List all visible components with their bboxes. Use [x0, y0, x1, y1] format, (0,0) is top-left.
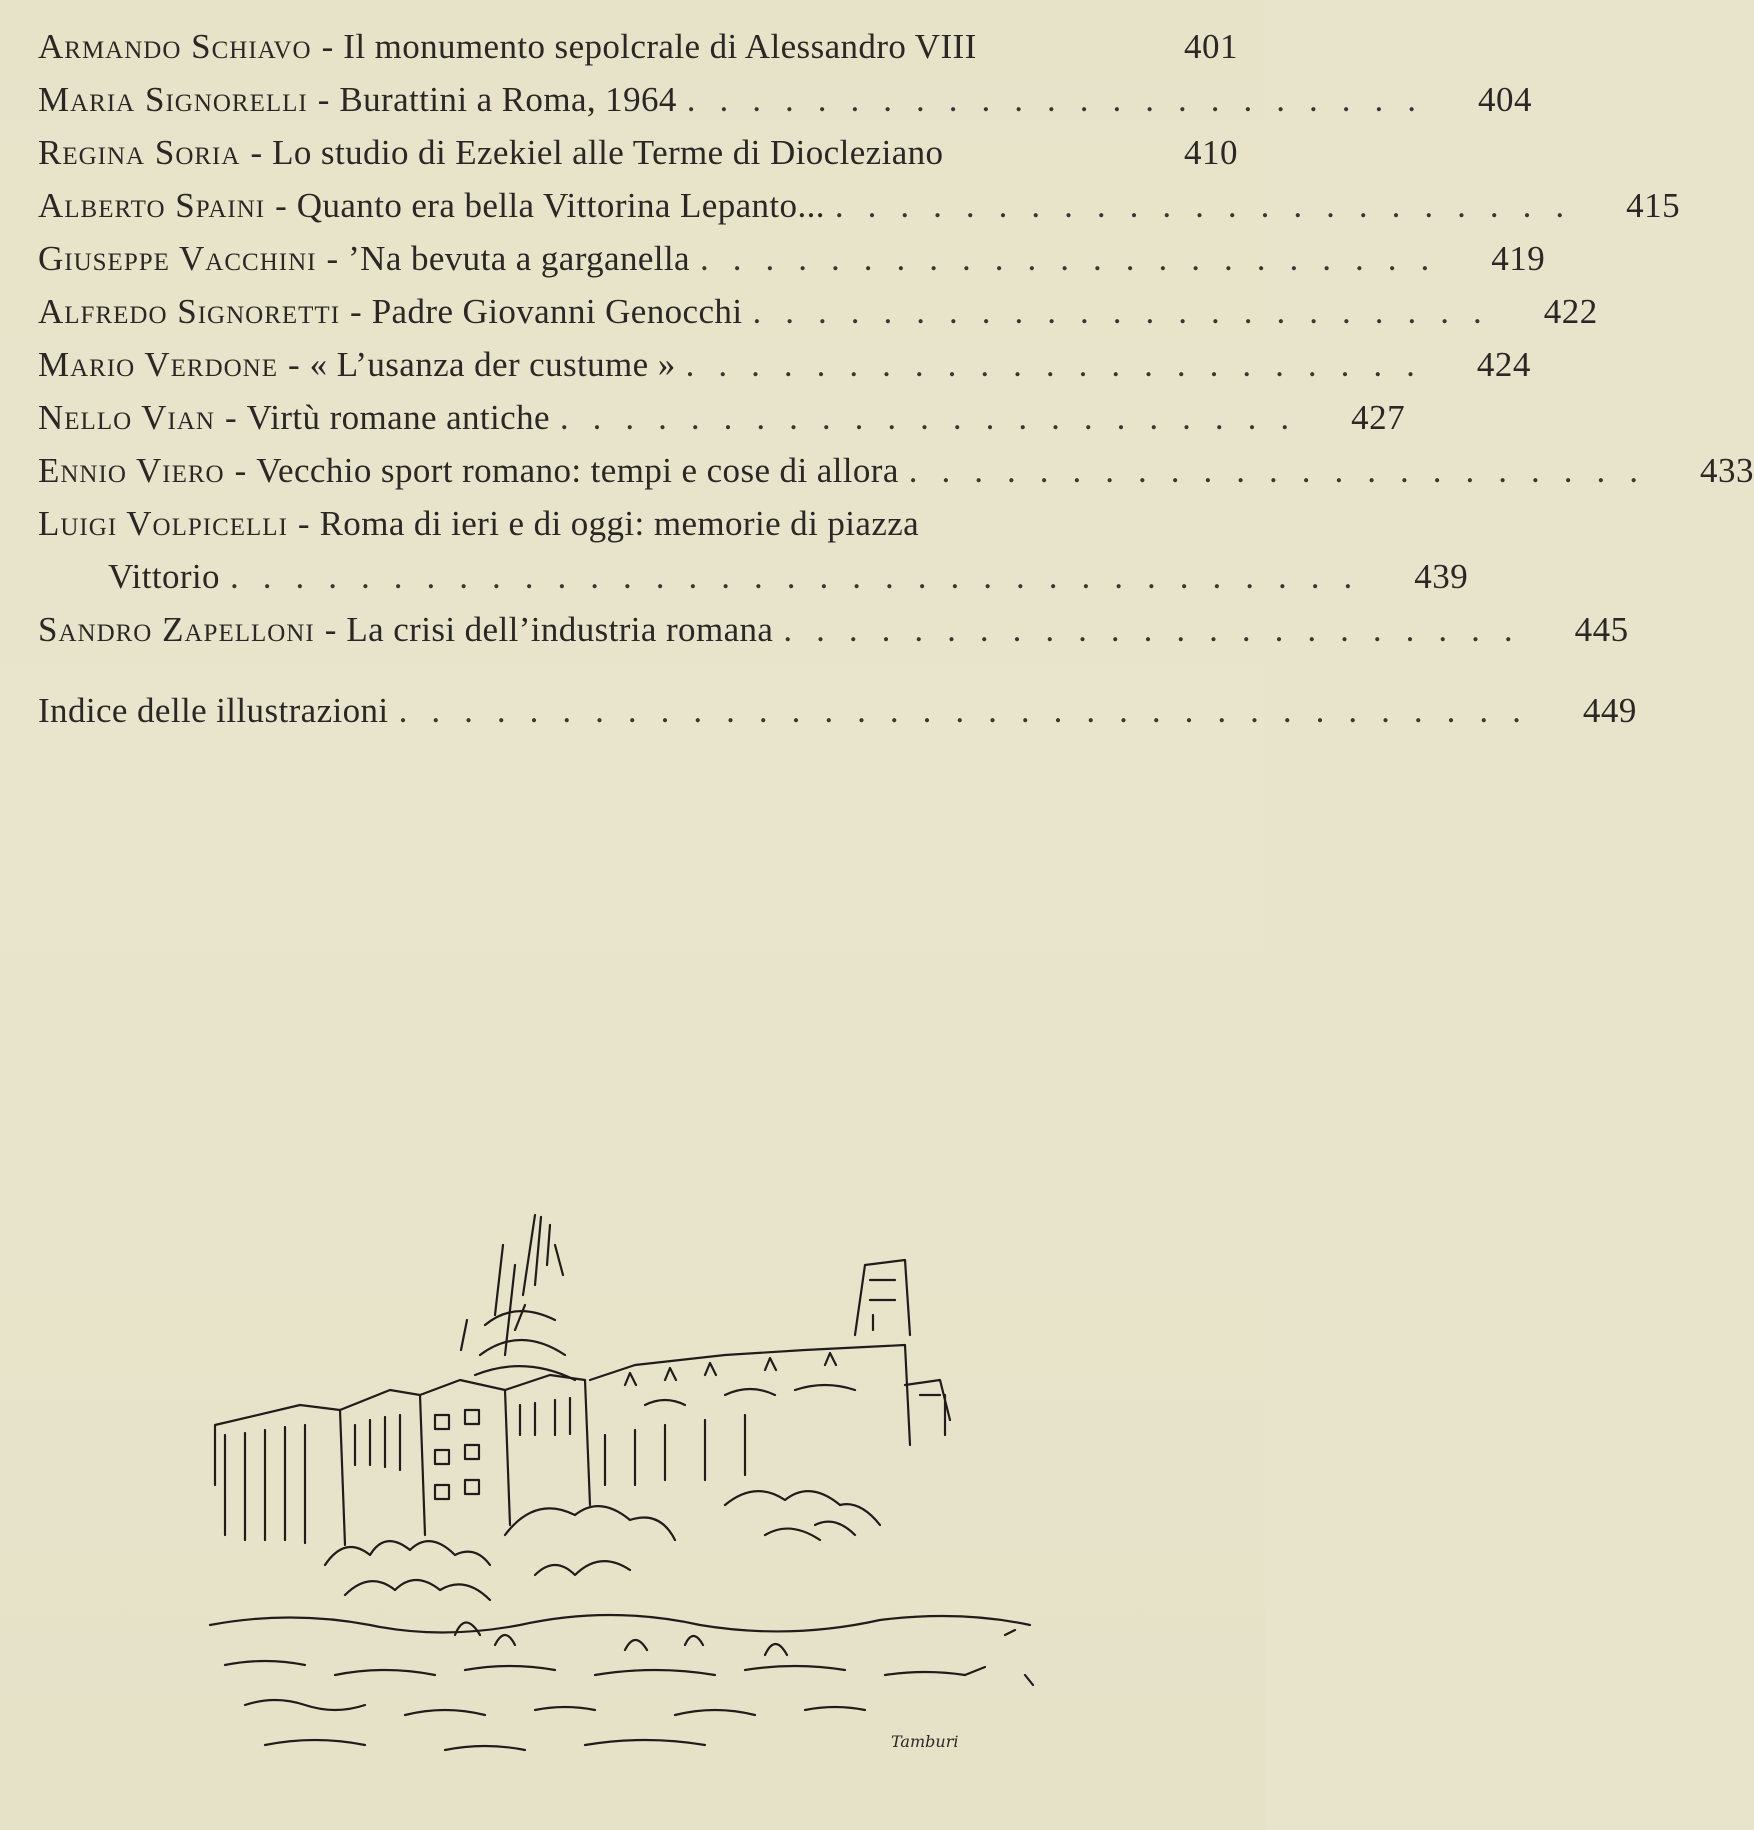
vegetation-sketch [325, 1491, 880, 1600]
toc-author: Regina Soria [38, 133, 241, 172]
toc-entry [38, 232, 1546, 285]
toc-title: Lo studio di Ezekiel alle Terme di Diocleziano [272, 133, 944, 172]
toc-author: Ennio Viero [38, 451, 225, 490]
toc-page-number: 433 [1700, 451, 1754, 490]
toc-author: Maria Signorelli [38, 80, 308, 119]
toc-separator: - [350, 292, 362, 331]
dot-leader: ................................... [398, 691, 1545, 730]
toc-separator: - [234, 451, 247, 490]
toc-page-number: 445 [1574, 610, 1629, 649]
toc-title: Il monumento sepolcrale di Alessandro VIII [343, 27, 977, 66]
dot-leader: ....................... [908, 451, 1663, 490]
toc-entry [38, 179, 1681, 232]
toc-author: Armando Schiavo [38, 27, 312, 66]
toc-author: Nello Vian [38, 398, 215, 437]
toc-title: La crisi dell’industria romana [346, 610, 774, 649]
toc-title: ’Na bevuta a garganella [348, 239, 690, 278]
toc-entry [38, 444, 1754, 497]
toc-entry [38, 126, 1238, 179]
toc-entry [38, 20, 1238, 73]
toc-page-number: 404 [1478, 80, 1533, 119]
dot-leader: ....................... [559, 398, 1314, 437]
toc-separator: - [324, 610, 337, 649]
toc-title: Virtù romane antiche [246, 398, 550, 437]
toc-page-number: 419 [1491, 239, 1546, 278]
toc-title: Burattini a Roma, 1964 [339, 80, 677, 119]
toc-entry [38, 73, 1533, 126]
toc-separator: - [224, 398, 237, 437]
toc-separator: - [250, 133, 263, 172]
dot-leader: ....................... [834, 186, 1589, 225]
dot-leader: ....................... [686, 80, 1441, 119]
toc-entry [38, 285, 1598, 338]
toc-separator: - [321, 27, 334, 66]
toc-index-entry [38, 684, 1637, 737]
toc-entry-continuation [38, 550, 1469, 603]
toc-page-number: 415 [1626, 186, 1681, 225]
toc-author: Mario Verdone [38, 345, 279, 384]
toc-page-number: 401 [1184, 27, 1238, 66]
toc-entry [38, 497, 1238, 550]
index-page-number: 449 [1582, 691, 1637, 730]
toc-separator: - [317, 80, 330, 119]
toc-entry [38, 338, 1531, 391]
toc-title-continuation: Vittorio [108, 557, 220, 596]
toc-title: Quanto era bella Vittorina Lepanto... [296, 186, 825, 225]
toc-author: Sandro Zapelloni [38, 610, 315, 649]
toc-title: Roma di ieri e di oggi: memorie di piazza [319, 504, 920, 543]
toc-page-number: 439 [1414, 557, 1469, 596]
dot-leader: ....................... [699, 239, 1454, 278]
toc-author: Alberto Spaini [38, 186, 266, 225]
toc-page-number: 410 [1184, 133, 1238, 172]
dot-leader: ....................... [752, 292, 1506, 331]
toc-page-number: 424 [1476, 345, 1531, 384]
city-sketch-illustration [205, 1205, 1075, 1780]
toc-separator: - [288, 345, 300, 384]
buildings-sketch [215, 1260, 950, 1545]
river-sketch [210, 1615, 1033, 1750]
toc-title: « L’usanza der custume » [309, 345, 676, 384]
toc-separator: - [326, 239, 339, 278]
artist-signature: Tamburi [891, 1732, 959, 1751]
toc-page-number: 422 [1543, 292, 1598, 331]
toc-author: Giuseppe Vacchini [38, 239, 317, 278]
toc-separator: - [275, 186, 287, 225]
dot-leader: ................................... [229, 557, 1377, 596]
toc-title: Padre Giovanni Genocchi [371, 292, 743, 331]
toc-entry [38, 603, 1629, 656]
toc-author: Alfredo Signoretti [38, 292, 341, 331]
toc-separator: - [297, 504, 310, 543]
index-title: Indice delle illustrazioni [38, 691, 389, 730]
toc-entry [38, 391, 1406, 444]
dome-sketch [461, 1215, 575, 1380]
table-of-contents [38, 20, 1754, 737]
toc-title: Vecchio sport romano: tempi e cose di allora [256, 451, 899, 490]
toc-page-number: 427 [1351, 398, 1406, 437]
toc-author: Luigi Volpicelli [38, 504, 288, 543]
dot-leader: ....................... [783, 610, 1537, 649]
dot-leader: ....................... [685, 345, 1439, 384]
